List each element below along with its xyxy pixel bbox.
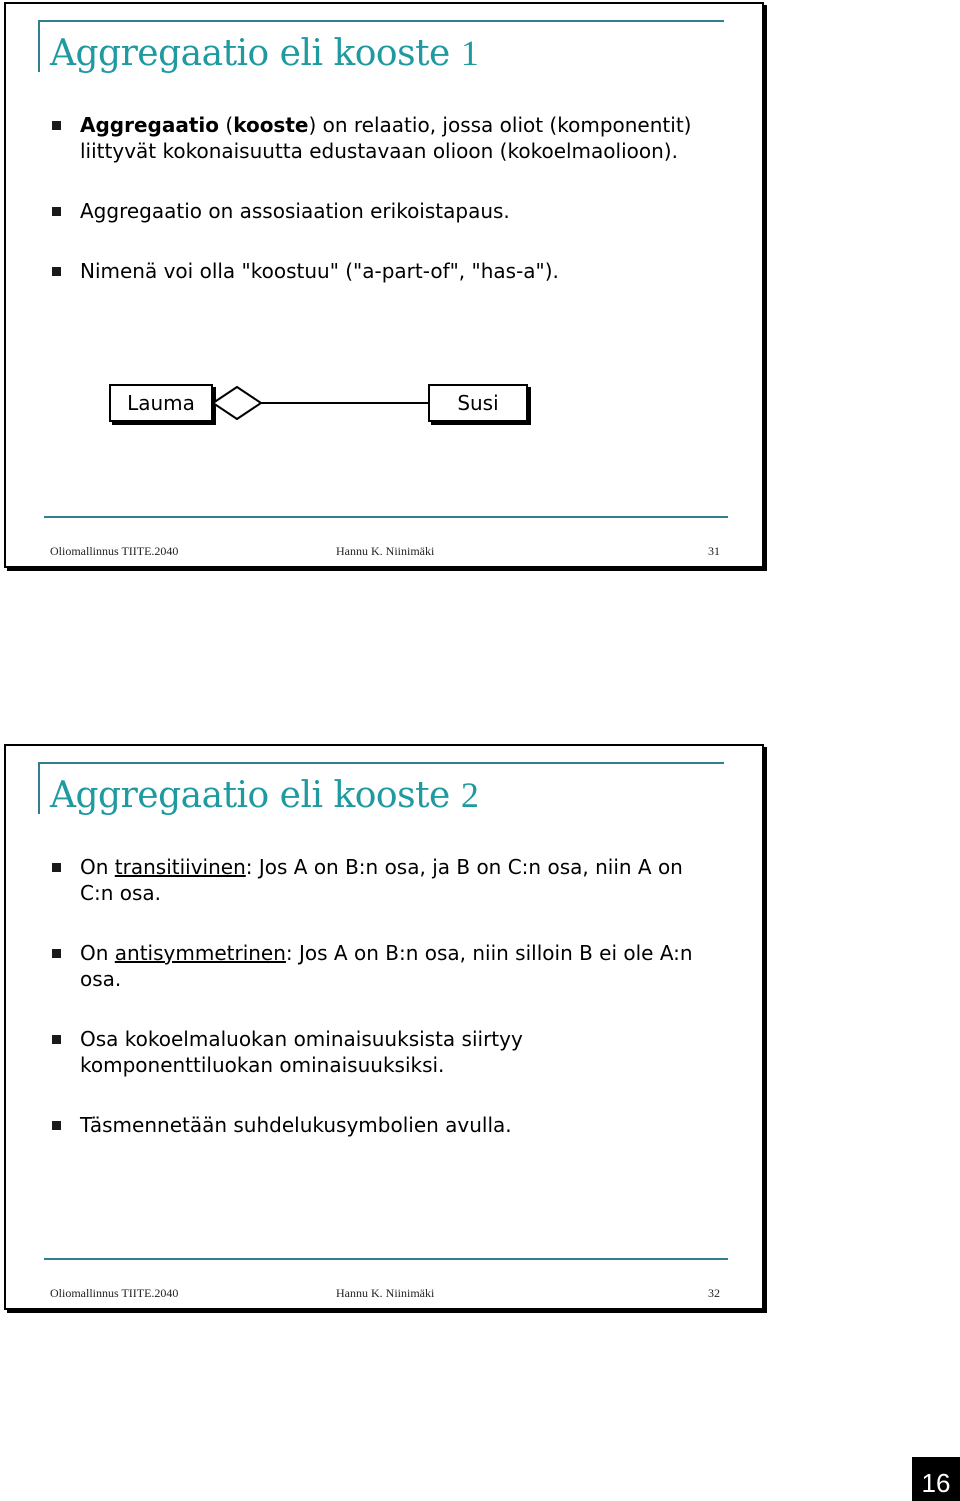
title-frame-left [38,20,40,72]
uml-class-susi: Susi [428,384,528,422]
bullet-item: On transitiivinen: Jos A on B:n osa, ja B on C:n osa, niin A on C:n osa. [52,854,722,906]
bullet-item: Osa kokoelmaluokan ominaisuuksista siirtyy komponenttiluokan ominaisuuksiksi. [52,1026,722,1078]
footer-author: Hannu K. Niinimäki [336,1286,435,1300]
slide-title: Aggregaatio eli kooste 2 [50,775,479,816]
title-frame-top [38,762,724,764]
aggregation-diamond-icon [211,383,441,423]
bullet-item: Aggregaatio on assosiaation erikoistapaus. [52,198,722,224]
square-bullet-icon [52,863,61,872]
footer-author: Hannu K. Niinimäki [336,544,435,558]
footer-divider [44,1258,728,1260]
square-bullet-icon [52,1035,61,1044]
bullet-item: Täsmennetään suhdelukusymbolien avulla. [52,1112,722,1138]
slide-32 [4,744,764,1310]
bullet-list [52,112,722,318]
slide-number: 32 [708,1286,720,1300]
slide-title: Aggregaatio eli kooste 1 [50,33,479,74]
footer-course: Oliomallinnus TIITE.2040 [50,1286,179,1300]
slide-31 [4,2,764,568]
bullet-list [52,854,722,1172]
footer-divider [44,516,728,518]
square-bullet-icon [52,121,61,130]
bullet-item: Nimenä voi olla "koostuu" ("a-part-of", "has-a"). [52,258,722,284]
footer-course: Oliomallinnus TIITE.2040 [50,544,179,558]
slide-number: 31 [708,544,720,558]
title-frame-left [38,762,40,814]
square-bullet-icon [52,207,61,216]
square-bullet-icon [52,1121,61,1130]
uml-class-lauma: Lauma [109,384,213,422]
square-bullet-icon [52,267,61,276]
title-frame-top [38,20,724,22]
bullet-item: Aggregaatio (kooste) on relaatio, jossa oliot (komponentit) liittyvät kokonaisuutta edustavaan olioon (kokoelmaolioon). [52,112,722,164]
page-number: 16 [912,1457,960,1501]
bullet-item: On antisymmetrinen: Jos A on B:n osa, niin silloin B ei ole A:n osa. [52,940,722,992]
square-bullet-icon [52,949,61,958]
